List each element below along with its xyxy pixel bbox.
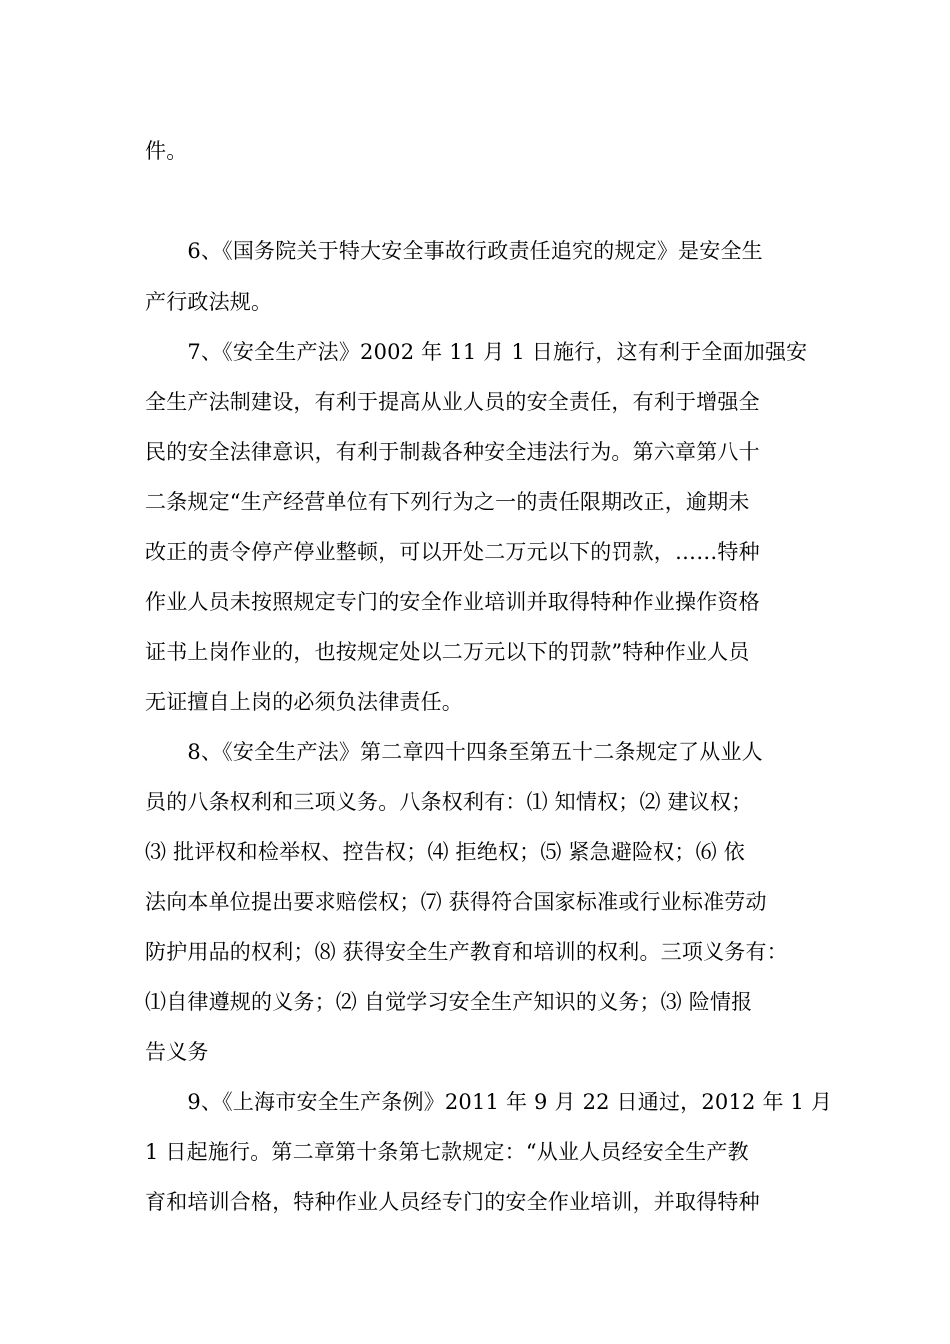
text-line: ⑴自律遵规的义务；⑵ 自觉学习安全生产知识的义务；⑶ 险情报 bbox=[145, 990, 753, 1014]
text-line: 8、《安全生产法》第二章四十四条至第五十二条规定了从业人 bbox=[145, 740, 763, 764]
text-line: 法向本单位提出要求赔偿权；⑺ 获得符合国家标准或行业标准劳动 bbox=[145, 890, 767, 914]
text-line: 6、《国务院关于特大安全事故行政责任追究的规定》是安全生 bbox=[145, 239, 763, 263]
text-line: 产行政法规。 bbox=[145, 290, 273, 314]
text-line: 改正的责令停产停业整顿，可以开处二万元以下的罚款，……特种 bbox=[145, 540, 760, 564]
text-line: 全生产法制建设，有利于提高从业人员的安全责任，有利于增强全 bbox=[145, 390, 760, 414]
text-line: 育和培训合格，特种作业人员经专门的安全作业培训，并取得特种 bbox=[145, 1190, 760, 1214]
text-line: 民的安全法律意识，有利于制裁各种安全违法行为。第六章第八十 bbox=[145, 440, 760, 464]
text-line: 件。 bbox=[145, 139, 188, 163]
text-line: 告义务 bbox=[145, 1040, 209, 1064]
text-line: 防护用品的权利；⑻ 获得安全生产教育和培训的权利。三项义务有： bbox=[145, 940, 788, 964]
text-line: ⑶ 批评权和检举权、控告权；⑷ 拒绝权；⑸ 紧急避险权；⑹ 依 bbox=[145, 840, 745, 864]
text-line: 证书上岗作业的，也按规定处以二万元以下的罚款”特种作业人员 bbox=[145, 640, 750, 664]
text-line: 作业人员未按照规定专门的安全作业培训并取得特种作业操作资格 bbox=[145, 590, 760, 614]
text-line: 9、《上海市安全生产条例》2011 年 9 月 22 日通过，2012 年 1 月 bbox=[145, 1090, 833, 1114]
text-line: 员的八条权利和三项义务。八条权利有：⑴ 知情权；⑵ 建议权； bbox=[145, 790, 753, 814]
text-line: 二条规定“生产经营单位有下列行为之一的责任限期改正，逾期未 bbox=[145, 490, 750, 514]
text-line: 无证擅自上岗的必须负法律责任。 bbox=[145, 690, 463, 714]
text-line: 1 日起施行。第二章第十条第七款规定：“从业人员经安全生产教 bbox=[145, 1140, 749, 1164]
text-line: 7、《安全生产法》2002 年 11 月 1 日施行，这有利于全面加强安 bbox=[145, 340, 808, 364]
